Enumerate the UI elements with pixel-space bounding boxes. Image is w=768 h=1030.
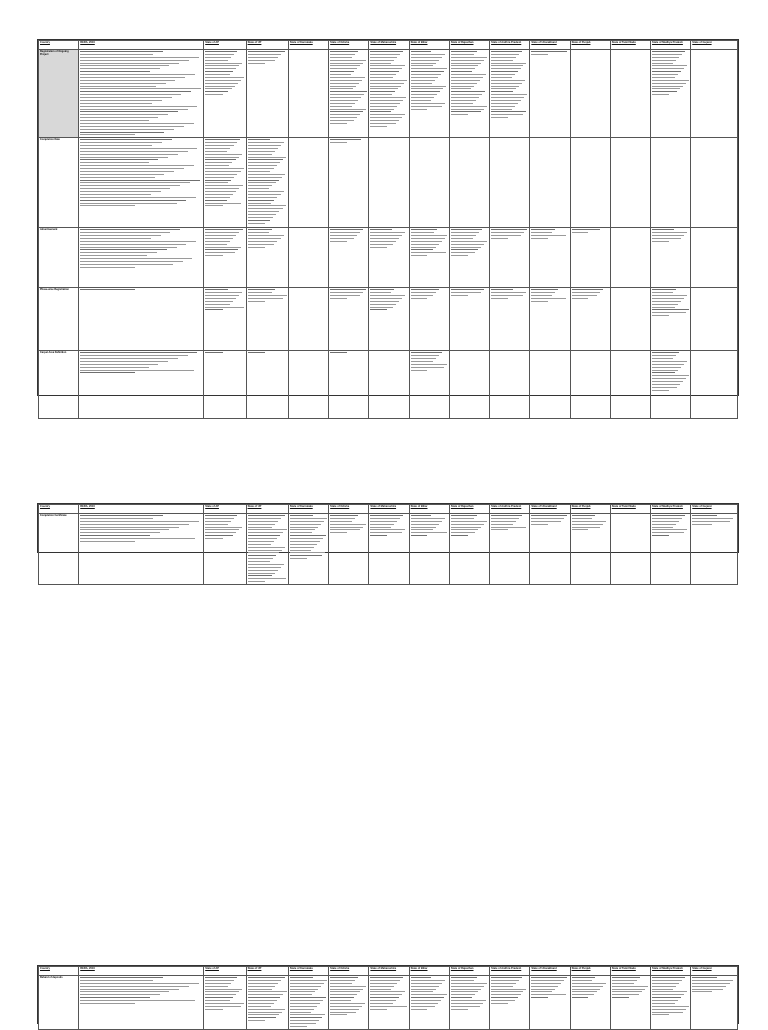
table-cell	[449, 288, 489, 351]
table-cell	[530, 228, 570, 288]
document-page-1	[37, 39, 739, 396]
table-cell	[490, 50, 530, 138]
col-header-odisha: State of Odisha	[329, 967, 369, 976]
table-row	[39, 288, 738, 351]
table-cell	[204, 288, 246, 351]
table-cell	[570, 288, 610, 351]
table-cell	[651, 288, 691, 351]
table-cell	[409, 228, 449, 288]
table-cell	[369, 288, 409, 351]
table-cell	[651, 50, 691, 138]
col-header-uttarakhand: State of Uttarakhand	[530, 41, 570, 50]
table-cell	[246, 351, 288, 419]
table-cell	[490, 228, 530, 288]
table-row	[39, 138, 738, 228]
col-header-andhra: State of Andhra Pradesh	[490, 505, 530, 514]
table-cell	[490, 514, 530, 585]
row-label: Completion Certificate	[39, 514, 79, 585]
col-header-country: Country	[39, 41, 79, 50]
table-header-row	[39, 41, 738, 50]
table-cell	[530, 976, 570, 1030]
col-header-mp: State of Madhya Pradesh	[651, 505, 691, 514]
table-cell	[329, 228, 369, 288]
table-cell	[204, 351, 246, 419]
table-cell	[610, 138, 650, 228]
table-cell	[369, 50, 409, 138]
document-page-3	[37, 965, 739, 1024]
table-cell	[369, 138, 409, 228]
document-page-2	[37, 503, 739, 553]
table-cell	[79, 288, 204, 351]
table-cell	[204, 228, 246, 288]
table-cell	[570, 228, 610, 288]
table-cell	[288, 50, 328, 138]
table-cell	[570, 138, 610, 228]
table-row	[39, 976, 738, 1030]
table-cell	[490, 288, 530, 351]
table-cell	[530, 288, 570, 351]
table-cell	[288, 138, 328, 228]
col-header-country: Country	[39, 967, 79, 976]
col-header-bihar: State of Bihar	[409, 505, 449, 514]
table-cell	[409, 514, 449, 585]
table-cell	[651, 514, 691, 585]
table-cell	[651, 351, 691, 419]
table-cell	[691, 288, 738, 351]
table-row	[39, 351, 738, 419]
table-cell	[570, 50, 610, 138]
row-label: Carpet Area Definition	[39, 351, 79, 419]
table-cell	[79, 50, 204, 138]
table-cell	[449, 351, 489, 419]
col-header-uttarakhand: State of Uttarakhand	[530, 967, 570, 976]
table-cell	[329, 288, 369, 351]
table-cell	[369, 228, 409, 288]
table-cell	[288, 288, 328, 351]
table-cell	[369, 976, 409, 1030]
col-header-rajasthan: State of Rajasthan	[449, 41, 489, 50]
table-cell	[651, 228, 691, 288]
table-cell	[691, 976, 738, 1030]
table-cell	[449, 228, 489, 288]
table-cell	[369, 514, 409, 585]
table-cell	[490, 138, 530, 228]
table-cell	[329, 976, 369, 1030]
col-header-maharashtra: State of Maharashtra	[369, 41, 409, 50]
table-cell	[79, 138, 204, 228]
table-cell	[246, 288, 288, 351]
table-cell	[490, 351, 530, 419]
table-cell	[329, 351, 369, 419]
table-cell	[651, 976, 691, 1030]
table-cell	[409, 50, 449, 138]
table-cell	[204, 138, 246, 228]
table-cell	[570, 351, 610, 419]
table-cell	[409, 138, 449, 228]
col-header-gujarat: State of Gujarat	[691, 505, 738, 514]
col-header-up: State of UP	[246, 41, 288, 50]
col-header-tamilnadu: State of Tamil Nadu	[610, 967, 650, 976]
col-header-gujarat: State of Gujarat	[691, 41, 738, 50]
table-cell	[288, 351, 328, 419]
col-header-odisha: State of Odisha	[329, 505, 369, 514]
table-cell	[570, 976, 610, 1030]
table-cell	[610, 351, 650, 419]
table-cell	[651, 138, 691, 228]
table-cell	[288, 976, 328, 1030]
table-cell	[530, 138, 570, 228]
col-header-punjab: State of Punjab	[570, 505, 610, 514]
row-label: Phase-wise Registration	[39, 288, 79, 351]
table-cell	[610, 50, 650, 138]
table-cell	[246, 228, 288, 288]
table-cell	[204, 50, 246, 138]
table-cell	[610, 976, 650, 1030]
table-cell	[449, 50, 489, 138]
table-cell	[610, 228, 650, 288]
col-header-bihar: State of Bihar	[409, 41, 449, 50]
table-cell	[691, 50, 738, 138]
table-cell	[691, 351, 738, 419]
col-header-rera: RERA, 2016	[79, 505, 204, 514]
table-cell	[369, 351, 409, 419]
table-cell	[530, 351, 570, 419]
table-header-row	[39, 505, 738, 514]
row-label: Completion Date	[39, 138, 79, 228]
col-header-up: State of UP	[246, 967, 288, 976]
table-cell	[246, 138, 288, 228]
row-label: Advertisement	[39, 228, 79, 288]
col-header-rajasthan: State of Rajasthan	[449, 505, 489, 514]
table-cell	[691, 228, 738, 288]
col-header-maharashtra: State of Maharashtra	[369, 505, 409, 514]
table-cell	[204, 514, 246, 585]
table-cell	[691, 514, 738, 585]
table-cell	[288, 514, 328, 585]
table-cell	[691, 138, 738, 228]
table-cell	[530, 50, 570, 138]
col-header-bihar: State of Bihar	[409, 967, 449, 976]
col-header-ap: State of AP	[204, 505, 246, 514]
col-header-odisha: State of Odisha	[329, 41, 369, 50]
col-header-andhra: State of Andhra Pradesh	[490, 41, 530, 50]
col-header-karnataka: State of Karnataka	[288, 505, 328, 514]
comparison-table-page-1	[38, 40, 738, 419]
table-cell	[449, 514, 489, 585]
table-cell	[409, 288, 449, 351]
table-cell	[79, 351, 204, 419]
col-header-rera: RERA, 2016	[79, 967, 204, 976]
col-header-karnataka: State of Karnataka	[288, 41, 328, 50]
col-header-mp: State of Madhya Pradesh	[651, 41, 691, 50]
table-row	[39, 50, 738, 138]
table-cell	[570, 514, 610, 585]
table-row	[39, 228, 738, 288]
col-header-rajasthan: State of Rajasthan	[449, 967, 489, 976]
col-header-andhra: State of Andhra Pradesh	[490, 967, 530, 976]
table-cell	[246, 50, 288, 138]
col-header-punjab: State of Punjab	[570, 41, 610, 50]
table-cell	[79, 228, 204, 288]
table-cell	[530, 514, 570, 585]
col-header-ap: State of AP	[204, 41, 246, 50]
col-header-maharashtra: State of Maharashtra	[369, 967, 409, 976]
col-header-rera: RERA, 2016	[79, 41, 204, 50]
col-header-mp: State of Madhya Pradesh	[651, 967, 691, 976]
col-header-tamilnadu: State of Tamil Nadu	[610, 505, 650, 514]
table-cell	[449, 976, 489, 1030]
table-cell	[79, 514, 204, 585]
row-label: Refund of deposits	[39, 976, 79, 1030]
table-cell	[329, 514, 369, 585]
comparison-table-page-3	[38, 966, 738, 1030]
table-cell	[329, 138, 369, 228]
col-header-gujarat: State of Gujarat	[691, 967, 738, 976]
table-cell	[288, 228, 328, 288]
col-header-ap: State of AP	[204, 967, 246, 976]
comparison-table-page-2	[38, 504, 738, 585]
col-header-tamilnadu: State of Tamil Nadu	[610, 41, 650, 50]
col-header-karnataka: State of Karnataka	[288, 967, 328, 976]
table-cell	[246, 514, 288, 585]
table-cell	[79, 976, 204, 1030]
table-cell	[246, 976, 288, 1030]
table-cell	[610, 288, 650, 351]
col-header-country: Country	[39, 505, 79, 514]
table-row	[39, 514, 738, 585]
table-cell	[409, 351, 449, 419]
table-cell	[610, 514, 650, 585]
table-cell	[329, 50, 369, 138]
table-cell	[204, 976, 246, 1030]
col-header-punjab: State of Punjab	[570, 967, 610, 976]
table-cell	[490, 976, 530, 1030]
col-header-up: State of UP	[246, 505, 288, 514]
table-cell	[409, 976, 449, 1030]
row-label: Registration of Ongoing Project	[39, 50, 79, 138]
col-header-uttarakhand: State of Uttarakhand	[530, 505, 570, 514]
table-header-row	[39, 967, 738, 976]
table-cell	[449, 138, 489, 228]
